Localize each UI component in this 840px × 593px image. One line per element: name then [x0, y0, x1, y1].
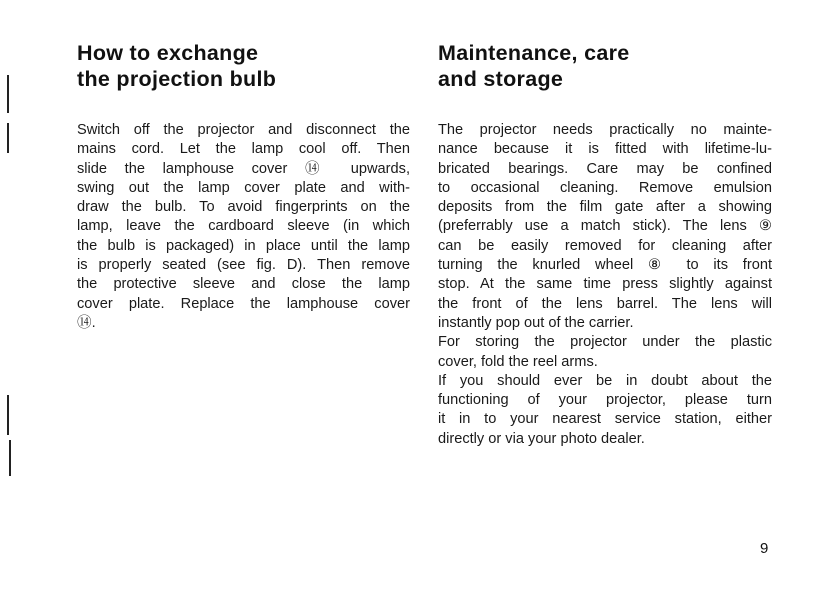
text-line: directly or via your photo dealer. [438, 430, 645, 447]
text-line: bricated bearings. Care may be confined [438, 160, 772, 177]
text-line: (preferrably use a match stick). The lens ⑨ [438, 218, 772, 235]
text-line: the bulb is packaged) in place until the lamp [77, 237, 410, 254]
text-line: draw the bulb. To avoid fingerprints on the [77, 199, 410, 216]
text-line: Switch off the projector and disconnect the [77, 122, 410, 138]
heading-line: and storage [438, 67, 564, 91]
text-line: the front of the lens barrel. The lens will [438, 295, 772, 312]
text-line: ⑭. [77, 314, 96, 331]
maintenance-heading [438, 40, 772, 92]
margin-mark [7, 123, 9, 153]
text-line: nance because it is fitted with lifetime-lu- [438, 141, 772, 158]
text-line: slide the lamphouse cover ⑭ upwards, [77, 160, 410, 177]
heading-line: the projection bulb [77, 67, 277, 91]
text-line: turning the knurled wheel ⑧ to its front [438, 257, 772, 274]
text-line: can be easily removed for cleaning after [438, 237, 772, 254]
text-line: it in to your nearest service station, either [438, 411, 772, 428]
text-line: swing out the lamp cover plate and with- [77, 179, 410, 196]
maintenance-text [438, 121, 772, 449]
text-line: the protective sleeve and close the lamp [77, 276, 410, 293]
bulb-exchange-section [77, 40, 410, 333]
text-line: cover, fold the reel arms. [438, 353, 598, 370]
margin-mark [7, 395, 9, 435]
text-line: If you should ever be in doubt about the [438, 372, 772, 389]
text-line: is properly seated (see fig. D). Then remove [77, 257, 410, 274]
text-line: deposits from the film gate after a showing [438, 199, 772, 216]
text-line: lamp, leave the cardboard sleeve (in which [77, 218, 410, 235]
text-line: mains cord. Let the lamp cool off. Then [77, 141, 410, 158]
text-line: For storing the projector under the plastic [438, 334, 772, 351]
page-number: 9 [760, 540, 769, 557]
text-line: The projector needs practically no mainte- [438, 122, 772, 138]
heading-line: How to exchange [77, 41, 259, 65]
text-line: cover plate. Replace the lamphouse cover [77, 295, 410, 312]
text-line: to occasional cleaning. Remove emulsion [438, 179, 772, 196]
text-line: stop. At the same time press slightly against [438, 276, 772, 293]
text-line: functioning of your projector, please turn [438, 392, 772, 409]
maintenance-section [438, 40, 772, 449]
margin-mark [9, 440, 11, 476]
margin-mark [7, 75, 9, 113]
bulb-exchange-heading [77, 40, 410, 92]
bulb-exchange-text [77, 121, 410, 333]
heading-line: Maintenance, care [438, 41, 630, 65]
text-line: instantly pop out of the carrier. [438, 314, 634, 331]
